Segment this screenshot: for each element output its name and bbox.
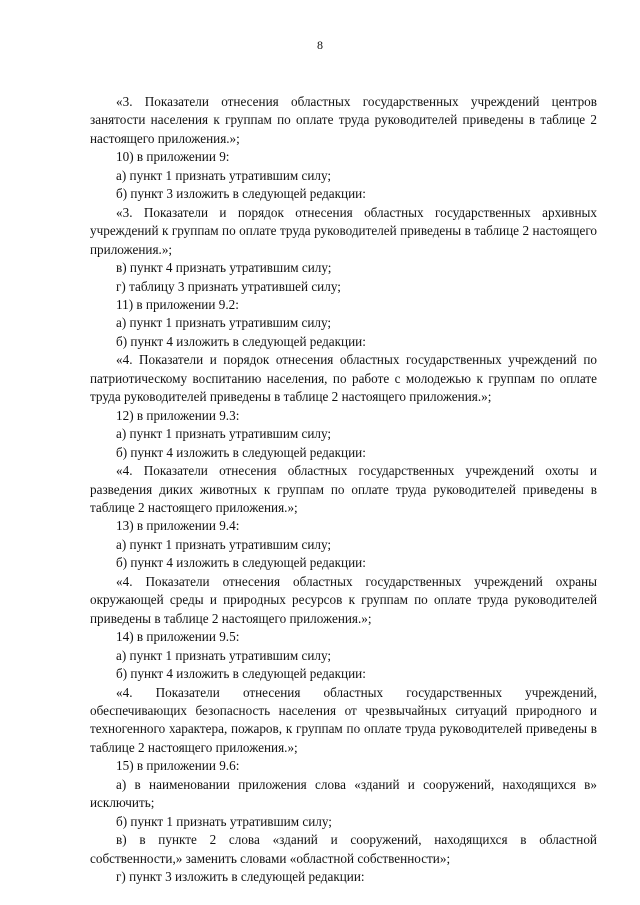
paragraph: б) пункт 3 изложить в следующей редакции: — [116, 186, 366, 202]
paragraph: г) таблицу 3 признать утратившей силу; — [116, 278, 341, 294]
paragraph: а) пункт 1 признать утратившим силу; — [116, 426, 332, 442]
paragraph: б) пункт 4 изложить в следующей редакции: — [116, 444, 366, 460]
paragraph: в) в пункте 2 слова «зданий и сооружений, находящихся в областной собственности,» заменить словами «областной собственности»; — [90, 832, 597, 866]
paragraph: «4. Показатели отнесения областных государственных учреждений, обеспечивающих безопасность населения от чрезвычайных ситуаций природного и техногенного характера, пожаров, к группам по оплате труда руководителей приведены в таблице 2 настоящего приложения.»; — [90, 684, 597, 755]
paragraph: 15) в приложении 9.6: — [116, 758, 240, 774]
paragraph: а) в наименовании приложения слова «зданий и сооружений, находящихся в» исключить; — [90, 776, 597, 811]
paragraph: 13) в приложении 9.4: — [116, 518, 240, 534]
paragraph: б) пункт 1 признать утратившим силу; — [116, 813, 332, 829]
paragraph: а) пункт 1 признать утратившим силу; — [116, 167, 332, 183]
paragraph: «4. Показатели и порядок отнесения областных государственных учреждений по патриотическому воспитанию населения, по работе с молодежью к группам по оплате труда руководителей приведены в таблице 2 настоящего приложения.»; — [90, 352, 597, 405]
paragraph: б) пункт 4 изложить в следующей редакции: — [116, 333, 366, 349]
paragraph: а) пункт 1 признать утратившим силу; — [116, 315, 332, 331]
paragraph: а) пункт 1 признать утратившим силу; — [116, 647, 332, 663]
paragraph: в) пункт 4 признать утратившим силу; — [116, 260, 332, 276]
paragraph: б) пункт 4 изложить в следующей редакции: — [116, 555, 366, 571]
paragraph: 11) в приложении 9.2: — [116, 296, 239, 312]
paragraph: а) пункт 1 признать утратившим силу; — [116, 536, 332, 552]
paragraph: г) пункт 3 изложить в следующей редакции: — [116, 869, 365, 885]
paragraph: «3. Показатели и порядок отнесения областных государственных архивных учреждений к группам по оплате труда руководителей приведены в таблице 2 настоящего приложения.»; — [90, 204, 597, 257]
document-body — [90, 93, 597, 886]
paragraph: 12) в приложении 9.3: — [116, 407, 240, 423]
paragraph: 14) в приложении 9.5: — [116, 629, 240, 645]
paragraph: «4. Показатели отнесения областных государственных учреждений охоты и разведения диких животных к группам по оплате труда руководителей приведены в таблице 2 настоящего приложения.»; — [90, 463, 597, 515]
page-number: 8 — [317, 38, 323, 52]
paragraph: «4. Показатели отнесения областных государственных учреждений охраны окружающей среды и природных ресурсов к группам по оплате труда руководителей приведены в таблице 2 настоящего приложения.»; — [90, 573, 597, 626]
paragraph: 10) в приложении 9: — [116, 149, 230, 165]
paragraph: б) пункт 4 изложить в следующей редакции: — [116, 666, 366, 682]
paragraph: «3. Показатели отнесения областных государственных учреждений центров занятости населения к группам по оплате труда руководителей приведены в таблице 2 настоящего приложения.»; — [90, 94, 597, 146]
